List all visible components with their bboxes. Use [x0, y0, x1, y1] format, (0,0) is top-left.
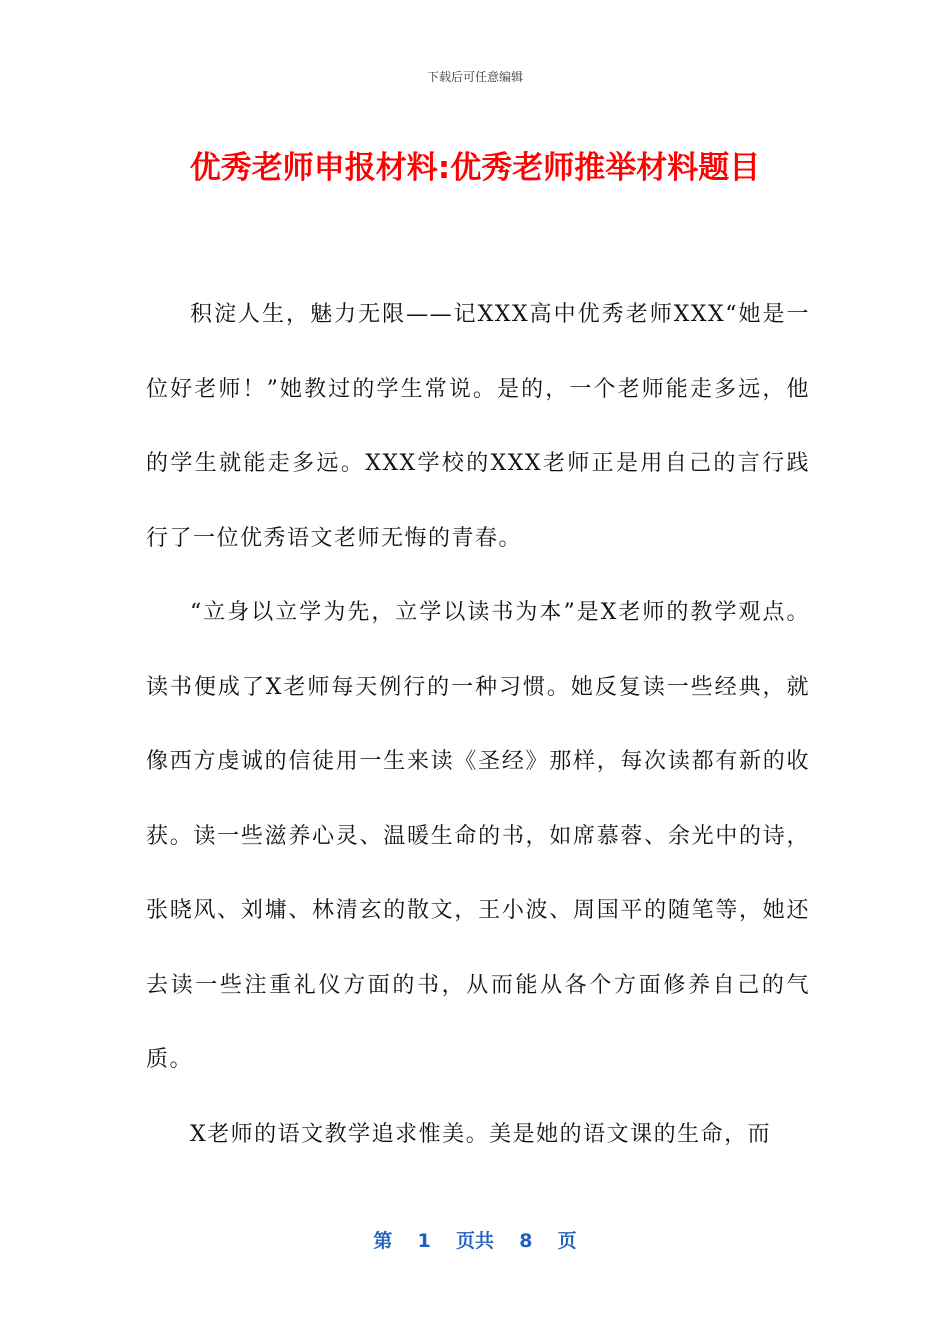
- paragraph-2: “立身以立学为先，立学以读书为本”是X老师的教学观点。读书便成了X老师每天例行的一种习惯。她反复读一些经典，就像西方虔诚的信徒用一生来读《圣经》那样，每次读都有新的收获。读一些滋养心灵、温暖生命的书，如席慕蓉、余光中的诗，张晓风、刘墉、林清玄的散文，王小波、周国平的随笔等，她还去读一些注重礼仪方面的书，从而能从各个方面修养自己的气质。: [146, 600, 810, 1072]
- header-note: 下载后可任意编辑: [426, 70, 523, 84]
- document-title: 优秀老师申报材料:优秀老师推举材料题目: [189, 150, 761, 186]
- paragraph-1: 积淀人生，魅力无限——记XXX高中优秀老师XXX“她是一位好老师！”她教过的学生常说。是的，一个老师能走多远，他的学生就能走多远。XXX学校的XXX老师正是用自己的言行践行了一位优秀语文老师无悔的青春。: [146, 302, 810, 551]
- document-body: [146, 278, 810, 1172]
- paragraph-3: X老师的语文教学追求惟美。美是她的语文课的生命，而: [190, 1121, 772, 1147]
- page-number-label: 第 1 页共 8 页: [373, 1230, 577, 1252]
- page-footer: [0, 1226, 950, 1253]
